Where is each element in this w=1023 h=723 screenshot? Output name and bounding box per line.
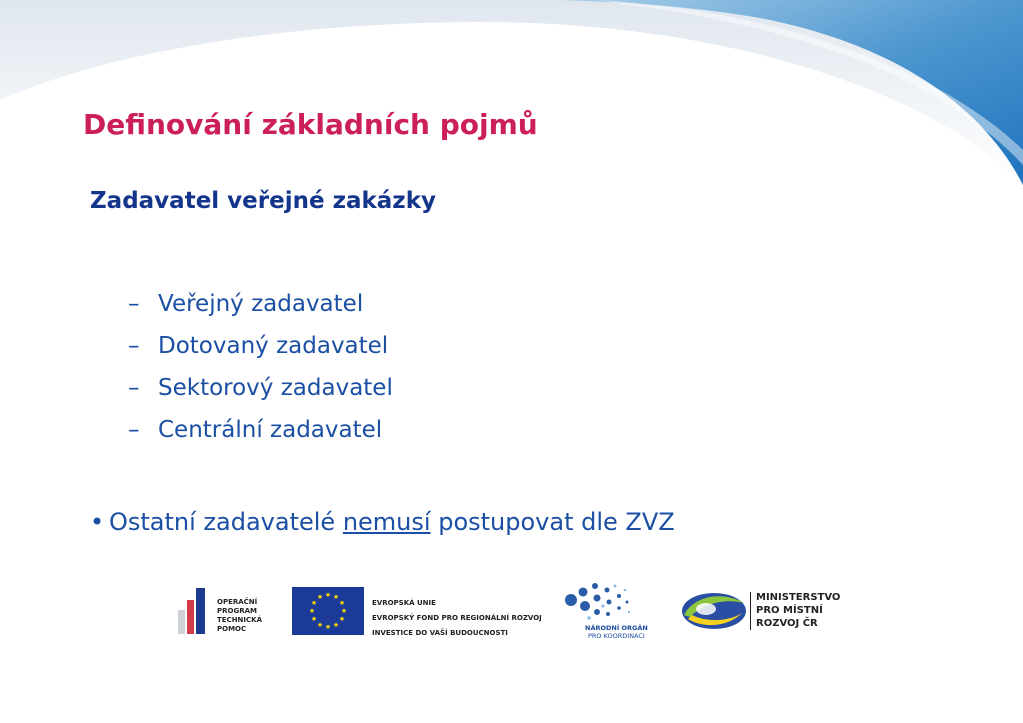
dash-marker: – [128, 333, 140, 359]
svg-text:★: ★ [340, 607, 348, 615]
dots-icon [563, 580, 635, 622]
svg-text:★: ★ [310, 615, 318, 623]
zadavatel-type-list [128, 283, 393, 451]
svg-text:★: ★ [324, 591, 332, 599]
emphasis-text: nemusí [342, 508, 431, 536]
list-item: – Sektorový zadavatel [128, 367, 393, 409]
svg-text:★: ★ [332, 621, 340, 629]
partner-logos [175, 580, 855, 642]
svg-text:★: ★ [338, 615, 346, 623]
eu-flag-icon [292, 587, 364, 635]
bullet-marker: • [90, 508, 105, 536]
page-title: Definování základních pojmů [83, 108, 538, 141]
op-bars-icon [175, 580, 215, 642]
svg-text:★: ★ [310, 599, 318, 607]
list-item: – Centrální zadavatel [128, 409, 393, 451]
swirl-icon [680, 589, 748, 633]
bullet-point: • Ostatní zadavatelé nemusí postupovat dle ZVZ [90, 508, 675, 536]
nok-logo: NÁRODNÍ ORGÁN PRO KOORDINACI [563, 580, 643, 642]
svg-text:★: ★ [316, 593, 324, 601]
svg-text:★: ★ [332, 593, 340, 601]
svg-text:★: ★ [308, 607, 316, 615]
mmr-logo: MINISTERSTVO PRO MÍSTNÍ ROZVOJ ČR [680, 580, 855, 642]
list-item: – Veřejný zadavatel [128, 283, 393, 325]
svg-text:★: ★ [316, 621, 324, 629]
list-item: – Dotovaný zadavatel [128, 325, 393, 367]
eu-logo: ★ ★ ★ ★ ★ ★ ★ ★ ★ ★ ★ ★ EVROPSKÁ UNIE EVROPSKÝ FOND PRO REGIONÁLNÍ ROZVOJ INVESTICE DO VAŠÍ BUDOUCNOSTI [292, 580, 547, 642]
slide-subtitle: Zadavatel veřejné zakázky [90, 188, 436, 214]
logo-divider [750, 592, 751, 630]
dash-marker: – [128, 417, 140, 443]
dash-marker: – [128, 375, 140, 401]
op-ptp-logo: OPERAČNÍ PROGRAM TECHNICKÁ POMOC [175, 580, 275, 642]
svg-text:★: ★ [338, 599, 346, 607]
svg-text:★: ★ [324, 623, 332, 631]
dash-marker: – [128, 291, 140, 317]
